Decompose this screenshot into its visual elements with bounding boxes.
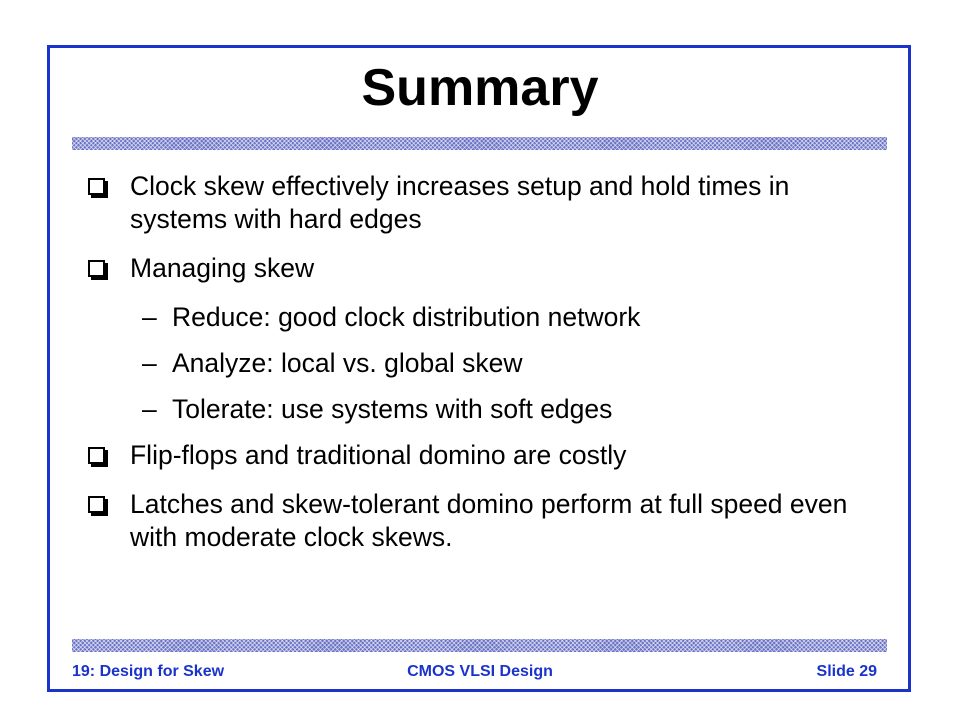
checkbox-bullet-icon (88, 496, 105, 513)
footer-course-name: CMOS VLSI Design (407, 663, 553, 680)
bullet-item (88, 488, 848, 554)
bullet-list (88, 170, 848, 570)
bullet-text: Clock skew effectively increases setup and hold times in systems with hard edges (130, 171, 790, 234)
dash-bullet-icon: – (142, 394, 157, 424)
footer-lecture-title: 19: Design for Skew (72, 663, 225, 680)
footer-slide-number: Slide 29 (816, 663, 877, 680)
bullet-text: Managing skew (130, 253, 315, 283)
footer-divider (72, 639, 887, 652)
bullet-text: Latches and skew-tolerant domino perform at full speed even with moderate clock skews. (130, 489, 848, 552)
bullet-text: Flip-flops and traditional domino are costly (130, 440, 627, 470)
dash-bullet-icon: – (142, 302, 157, 332)
sub-bullet-text: Reduce: good clock distribution network (172, 302, 641, 332)
bullet-item (88, 252, 848, 285)
bullet-item (88, 170, 848, 236)
checkbox-bullet-icon (88, 447, 105, 464)
sub-bullet-text: Analyze: local vs. global skew (172, 348, 523, 378)
sub-bullet-item (88, 301, 848, 334)
sub-bullet-text: Tolerate: use systems with soft edges (172, 394, 613, 424)
bullet-item (88, 439, 848, 472)
checkbox-bullet-icon (88, 178, 105, 195)
dash-bullet-icon: – (142, 348, 157, 378)
title-divider (72, 137, 887, 150)
sub-bullet-item (88, 393, 848, 426)
sub-bullet-item (88, 347, 848, 380)
checkbox-bullet-icon (88, 260, 105, 277)
slide-title: Summary (361, 59, 599, 117)
